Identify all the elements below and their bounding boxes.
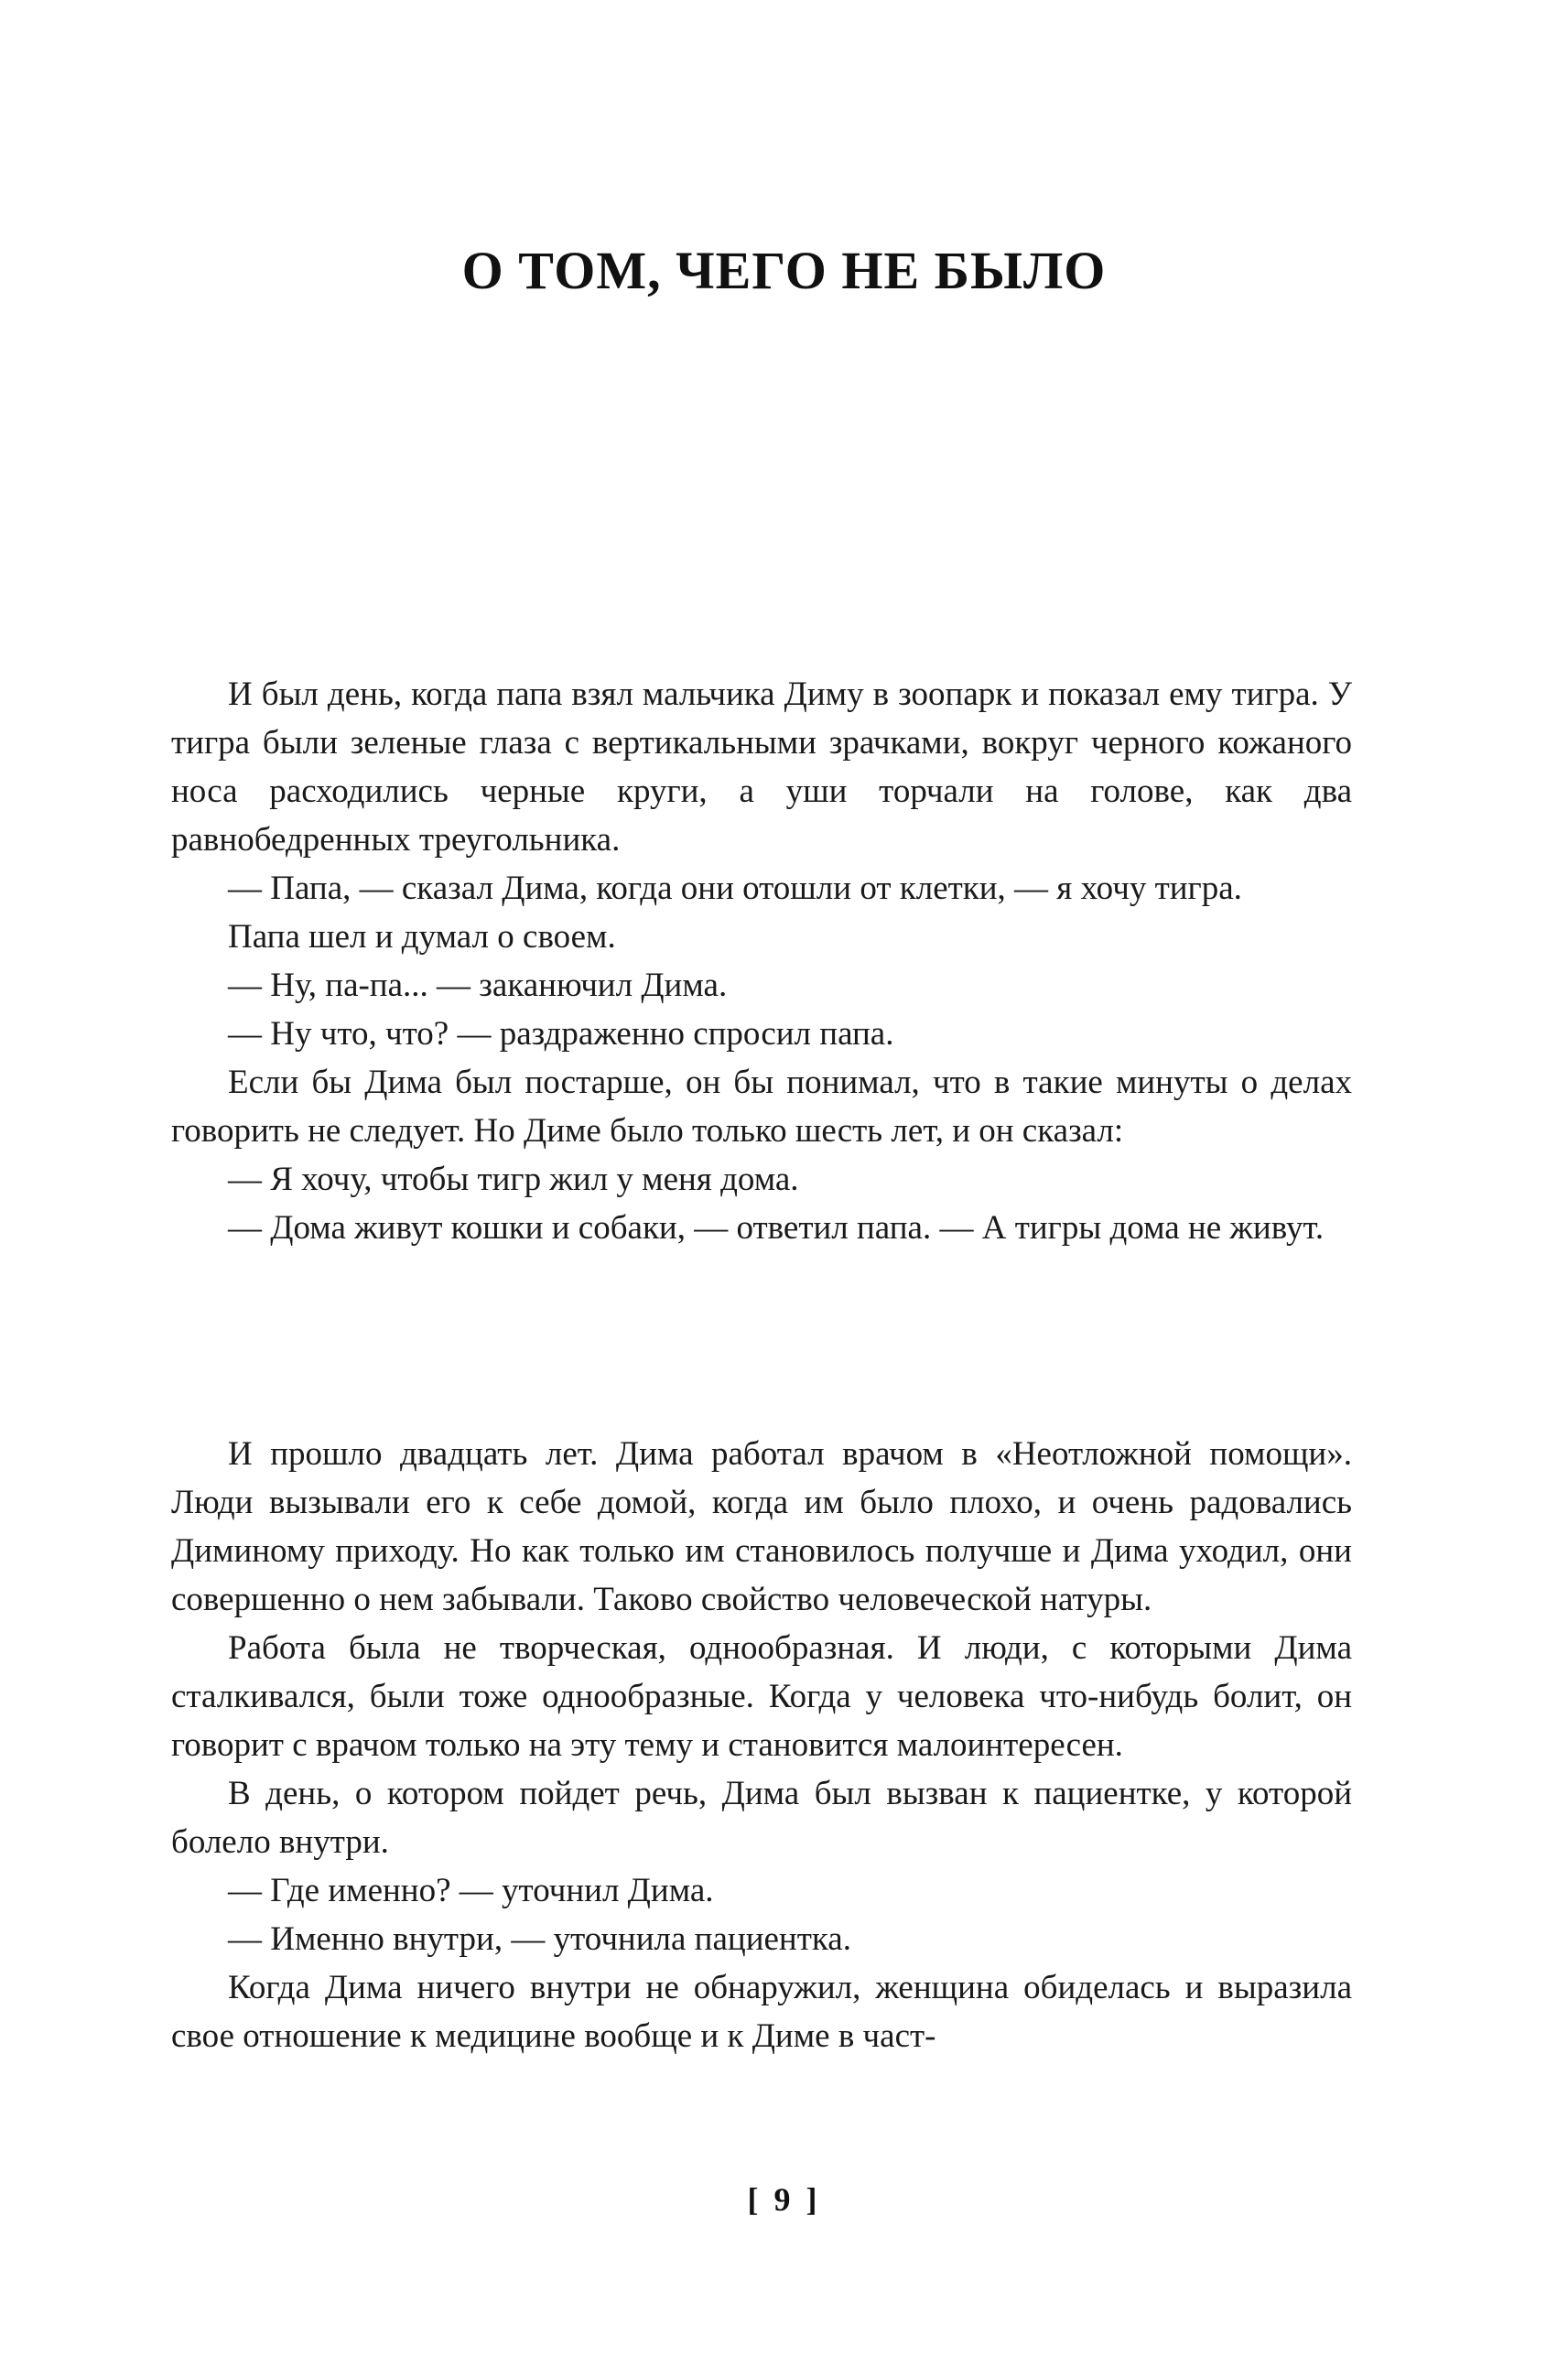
paragraph: И прошло двадцать лет. Дима работал врачом в «Неотложной помощи». Люди вызывали его к себе домой, когда им было плохо, и очень радовались Диминому приходу. Но как только им становилось получше и Дима уходил, они совершенно о нем забывали. Таково свойство человеческой натуры. [171, 1435, 1352, 1618]
page-number: [ 9 ] [747, 2181, 821, 2218]
text-section-2 [171, 1430, 1352, 2060]
paragraph: Работа была не творческая, однообразная. И люди, с которыми Дима сталкивался, были тоже однообразные. Когда у человека что-нибудь болит, он говорит с врачом только на эту тему и становится малоинтересен. [171, 1629, 1352, 1764]
paragraph: — Дома живут кошки и собаки, — ответил папа. — А тигры дома не живут. [228, 1209, 1325, 1247]
paragraph: И был день, когда папа взял мальчика Диму в зоопарк и показал ему тигра. У тигра были зеленые глаза с вертикальными зрачками, вокруг черного кожаного носа расходились черные круги, а уши торчали на голове, как два равнобедренных треугольника. [171, 676, 1352, 859]
text-section-1 [171, 670, 1352, 1252]
paragraph: — Где именно? — уточнил Дима. [228, 1872, 714, 1909]
paragraph: Когда Дима ничего внутри не обнаружил, женщина обиделась и выразила свое отношение к медицине вообще и к Диме в част- [171, 1969, 1352, 2055]
paragraph: В день, о котором пойдет речь, Дима был вызван к пациентке, у которой болело внутри. [171, 1775, 1352, 1861]
paragraph: — Папа, — сказал Дима, когда они отошли от клетки, — я хочу тигра. [228, 870, 1242, 907]
paragraph: — Ну, па-па... — заканючил Дима. [228, 967, 728, 1004]
paragraph: — Именно внутри, — уточнила пациентка. [228, 1920, 851, 1958]
paragraph: Если бы Дима был постарше, он бы понимал, что в такие минуты о делах говорить не следует. Но Диме было только шесть лет, и он сказал: [171, 1064, 1352, 1150]
chapter-title: О ТОМ, ЧЕГО НЕ БЫЛО [461, 241, 1107, 300]
paragraph: Папа шел и думал о своем. [228, 918, 616, 956]
paragraph: — Ну что, что? — раздраженно спросил папа. [228, 1015, 894, 1053]
paragraph: — Я хочу, чтобы тигр жил у меня дома. [228, 1161, 799, 1198]
